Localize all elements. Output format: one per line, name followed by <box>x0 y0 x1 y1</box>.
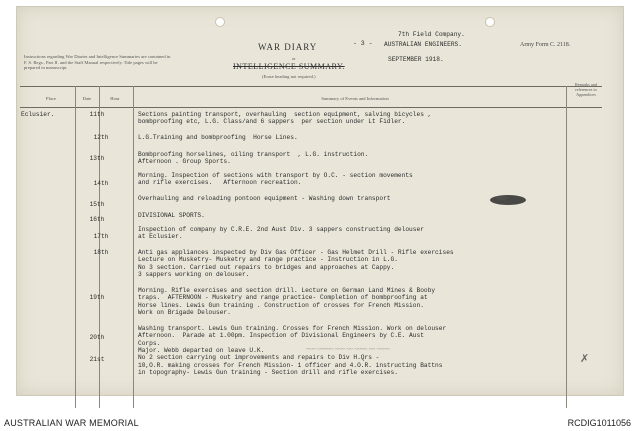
row-date: 21st <box>89 356 105 363</box>
instructions-note: Instructions regarding War Diaries and Intelligence Summaries are contained in F. S. Regs., Part II. and the Staff Manual respectively. Title pages will be prepared in manuscript. <box>24 54 171 71</box>
row-date: 20th <box>89 334 105 341</box>
form-number: Army Form C. 2118. <box>520 42 571 48</box>
punch-hole <box>485 17 495 27</box>
footer-bar <box>0 408 639 431</box>
record-id: RCDIG1011056 <box>567 418 631 428</box>
row-entry: Anti gas appliances inspected by Div Gas Officer - Gas Helmet Drill - Rifle exercises Lecture on Musketry- Musketry and range practice - Instruction in L.G. No 3 section. Carried out repairs to bridges and approaches at Cappy. 3 sappers working on delouser. <box>138 249 454 279</box>
punch-hole <box>215 17 225 27</box>
row-entry: L.G.Training and bombproofing Horse Lines. <box>138 134 298 141</box>
row-date: 12th <box>93 134 109 141</box>
row-date: 17th <box>93 233 109 240</box>
column-divider <box>133 86 134 415</box>
page-subtitle <box>233 62 345 71</box>
row-date: 16th <box>89 216 105 223</box>
page-title: WAR DIARY <box>258 42 318 52</box>
row-date: 18th <box>93 249 109 256</box>
title-or: or <box>292 56 296 61</box>
row-entry: DIVISIONAL SPORTS. <box>138 212 205 219</box>
ink-stamp <box>488 193 528 207</box>
row-entry: Inspection of company by C.R.E. 2nd Aust Div. 3 sappers constructing delouser at Eclusier. <box>138 226 424 241</box>
page-number: - 3 - <box>353 40 373 47</box>
handwritten-note: ~~~ ~~~~~ ~~~ ~~ ~~~~ ~~ ~~~~ <box>306 347 390 353</box>
row-date: 13th <box>89 155 105 162</box>
tick-mark: ✗ <box>580 353 590 365</box>
column-header-summary: Summary of Events and Information <box>321 96 389 101</box>
row-date: 14th <box>93 180 109 187</box>
row-entry: Sections painting transport, overhauling section equipment, salving bicycles , bombproofing etc, L.G. Class/and 6 sappers per section under Lt Fidler. <box>138 111 432 126</box>
row-date: 11th <box>89 111 105 118</box>
column-header-hour: Hour <box>110 96 120 101</box>
archive-name: AUSTRALIAN WAR MEMORIAL <box>4 418 139 428</box>
erase-note: (Erase heading not required.) <box>262 74 316 79</box>
column-header-date: Date <box>82 96 92 101</box>
column-divider <box>75 86 76 415</box>
row-entry: Washing transport. Lewis Gun training. Crosses for French Mission. Work on delouser Afternoon. Parade at 1.00pm. Inspection of Divisional Engineers by C.E. Aust Corps. <box>138 325 447 347</box>
struck-subtitle: INTELLIGENCE SUMMARY. <box>233 62 345 71</box>
unit-name: 7th Field Company. <box>398 31 465 38</box>
unit-corps: AUSTRALIAN ENGINEERS. <box>384 41 462 48</box>
column-header-place: Place <box>46 96 56 101</box>
table-header-rule <box>20 107 602 108</box>
row-entry: Morning. Rifle exercises and section drill. Lecture on German Land Mines & Booby traps. AFTERNOON - Musketry and range practice- Completion of bombproofing at Horse lines. Lewis Gun training . Construction of crosses for French Mission. Work on Brigade Delouser. <box>138 287 436 317</box>
row-date: 19th <box>89 294 105 301</box>
month-year: SEPTEMBER 1918. <box>388 56 444 63</box>
row-place: Eclusier. <box>21 111 55 118</box>
table-top-rule <box>20 86 602 87</box>
column-divider <box>566 86 567 415</box>
row-entry: Overhauling and reloading pontoon equipment - Washing down transport <box>138 195 391 202</box>
row-date: 15th <box>89 201 105 208</box>
row-entry: Bombproofing horselines, oiling transport , L.G. instruction. Afternoon . Group Sports. <box>138 151 369 166</box>
row-entry: Major. Webb departed on leave U.K. No 2 section carrying out improvements and repairs to Div H.Qrs - 10,O.R. making crosses for French Mission- 1 officer and 4.O.R. instructing Battns in topography- Lewis Gun training - Section drill and rifle exercises. <box>138 347 443 377</box>
column-header-remarks: Remarks and references to Appendices <box>575 82 597 97</box>
row-entry: Morning. Inspection of sections with transport by O.C. - section movements and rifle exercises. Afternoon recreation. <box>138 172 413 187</box>
